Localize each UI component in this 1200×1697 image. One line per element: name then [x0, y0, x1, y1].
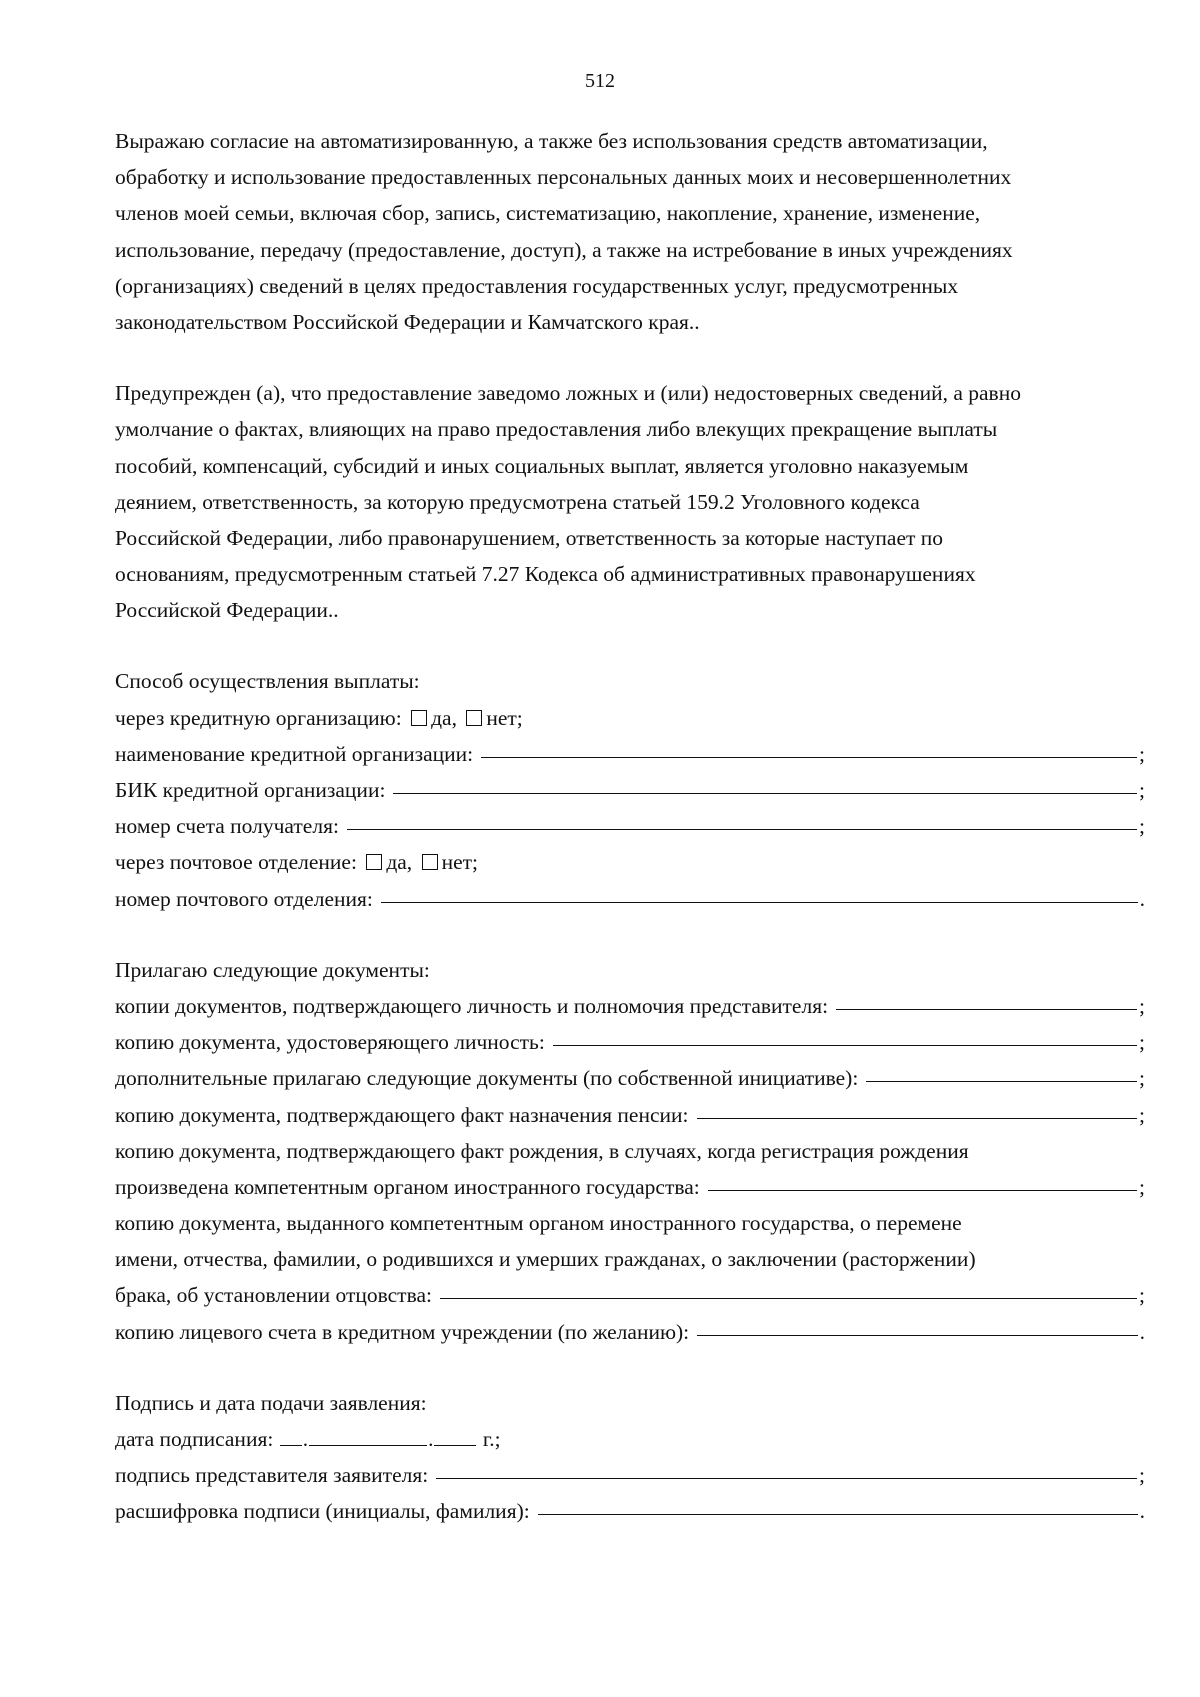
- id-doc-end: ;: [1139, 1030, 1145, 1055]
- bik-label: БИК кредитной организации:: [115, 778, 386, 802]
- warning-line: пособий, компенсаций, субсидий и иных социальных выплат, является уголовно наказуемым: [115, 453, 969, 478]
- post-number-label: номер почтового отделения:: [115, 886, 373, 911]
- warning-line: Предупрежден (а), что предоставление заведомо ложных и (или) недостоверных сведений, а равно: [115, 381, 1021, 406]
- post-number-field[interactable]: [381, 902, 1138, 903]
- birth-row: [115, 1169, 1145, 1205]
- bank-name-end: ;: [1139, 741, 1145, 766]
- account-copy-label: копию лицевого счета в кредитном учреждении (по желанию):: [115, 1319, 690, 1344]
- bik-field[interactable]: [393, 793, 1137, 794]
- warning-line: деянием, ответственность, за которую предусмотрена статьей 159.2 Уголовного кодекса: [115, 489, 920, 514]
- foreign-doc-label: брака, об установлении отцовства:: [115, 1283, 432, 1308]
- bik-row: [115, 772, 1145, 808]
- birth-line: копию документа, подтверждающего факт рождения, в случаях, когда регистрация рождения: [115, 1138, 969, 1163]
- post-number-row: [115, 881, 1145, 917]
- credit-org-yes-label: да,: [431, 705, 457, 730]
- date-separator: .: [302, 1427, 309, 1451]
- decode-label: расшифровка подписи (инициалы, фамилия):: [115, 1499, 530, 1524]
- additional-docs-end: ;: [1139, 1066, 1145, 1091]
- account-copy-end: .: [1139, 1319, 1145, 1344]
- additional-docs-row: [115, 1060, 1145, 1096]
- post-number-end: .: [1139, 886, 1145, 911]
- date-day-field[interactable]: [280, 1444, 302, 1446]
- rep-docs-row: [115, 988, 1145, 1024]
- rep-docs-field[interactable]: [836, 1009, 1137, 1010]
- warning-line: основаниям, предусмотренным статьей 7.27 Кодекса об административных правонарушениях: [115, 562, 976, 587]
- additional-docs-label: дополнительные прилагаю следующие документы (по собственной инициативе):: [115, 1066, 859, 1091]
- foreign-doc-row: [115, 1277, 1145, 1313]
- pension-end: ;: [1139, 1102, 1145, 1127]
- post-yes-label: да,: [386, 850, 413, 875]
- consent-line: обработку и использование предоставленных персональных данных моих и несовершеннолетних: [115, 165, 1012, 190]
- foreign-doc-end: ;: [1139, 1283, 1145, 1308]
- date-label: дата подписания:: [115, 1427, 274, 1451]
- consent-line: Выражаю согласие на автоматизированную, а также без использования средств автоматизации,: [115, 129, 988, 153]
- account-label: номер счета получателя:: [115, 814, 339, 839]
- post-yes-checkbox[interactable]: [366, 854, 382, 870]
- rep-docs-label: копии документов, подтверждающего личность и полномочия представителя:: [115, 993, 829, 1018]
- account-end: ;: [1139, 814, 1145, 839]
- consent-line: использование, передачу (предоставление, доступ), а также на истребование в иных учреждениях: [115, 237, 1013, 262]
- payment-section: [115, 663, 1145, 916]
- account-field[interactable]: [347, 829, 1137, 830]
- rep-sign-field[interactable]: [436, 1478, 1137, 1479]
- consent-paragraph: [115, 123, 1145, 340]
- bank-name-label: наименование кредитной организации:: [115, 741, 474, 766]
- pension-row: [115, 1097, 1145, 1133]
- documents-section: [115, 952, 1145, 1350]
- foreign-doc-line: копию документа, выданного компетентным органом иностранного государства, о перемене: [115, 1211, 962, 1236]
- page-number: 512: [585, 70, 615, 92]
- consent-line: (организациях) сведений в целях предоставления государственных услуг, предусмотренных: [115, 273, 959, 298]
- post-no-label: нет;: [441, 850, 478, 875]
- account-row: [115, 808, 1145, 844]
- warning-line: умолчание о фактах, влияющих на право предоставления либо влекущих прекращение выплаты: [115, 417, 998, 442]
- document-content: [115, 123, 1145, 1530]
- account-copy-row: [115, 1314, 1145, 1350]
- warning-line: Российской Федерации..: [115, 598, 339, 623]
- credit-org-no-checkbox[interactable]: [466, 710, 482, 726]
- birth-field[interactable]: [708, 1190, 1137, 1191]
- credit-org-yes-checkbox[interactable]: [411, 710, 427, 726]
- bank-name-field[interactable]: [481, 757, 1137, 758]
- rep-sign-label: подпись представителя заявителя:: [115, 1463, 429, 1488]
- signature-heading: Подпись и дата подачи заявления:: [115, 1390, 427, 1415]
- rep-docs-end: ;: [1139, 993, 1145, 1018]
- date-month-field[interactable]: [309, 1444, 427, 1446]
- credit-org-choice: [115, 700, 1145, 736]
- decode-row: [115, 1493, 1145, 1529]
- credit-org-no-label: нет;: [486, 705, 523, 730]
- documents-heading: Прилагаю следующие документы:: [115, 957, 430, 982]
- id-doc-row: [115, 1024, 1145, 1060]
- consent-line: членов моей семьи, включая сбор, запись, систематизацию, накопление, хранение, изменение,: [115, 201, 981, 226]
- id-doc-label: копию документа, удостоверяющего личность:: [115, 1030, 545, 1055]
- id-doc-field[interactable]: [553, 1045, 1137, 1046]
- post-no-checkbox[interactable]: [422, 854, 438, 870]
- payment-heading: Способ осуществления выплаты:: [115, 669, 420, 694]
- bank-name-row: [115, 736, 1145, 772]
- birth-label: произведена компетентным органом иностранного государства:: [115, 1174, 700, 1199]
- date-separator: .: [428, 1427, 434, 1451]
- foreign-doc-field[interactable]: [440, 1298, 1137, 1299]
- consent-line: законодательством Российской Федерации и Камчатского края..: [115, 309, 700, 334]
- bik-end: ;: [1139, 778, 1145, 802]
- pension-field[interactable]: [697, 1118, 1138, 1119]
- decode-field[interactable]: [538, 1514, 1138, 1515]
- rep-sign-end: ;: [1139, 1463, 1145, 1488]
- birth-end: ;: [1139, 1174, 1145, 1199]
- post-choice: [115, 844, 1145, 880]
- pension-label: копию документа, подтверждающего факт назначения пенсии:: [115, 1102, 689, 1127]
- additional-docs-field[interactable]: [866, 1081, 1137, 1082]
- decode-end: .: [1139, 1499, 1145, 1524]
- credit-org-label: через кредитную организацию:: [115, 705, 402, 730]
- rep-sign-row: [115, 1457, 1145, 1493]
- date-year-field[interactable]: [434, 1444, 476, 1446]
- account-copy-field[interactable]: [697, 1335, 1137, 1336]
- post-label: через почтовое отделение:: [115, 850, 357, 875]
- warning-line: Российской Федерации, либо правонарушением, ответственность за которые наступает по: [115, 525, 944, 550]
- warning-paragraph: [115, 375, 1145, 628]
- date-suffix: г.;: [482, 1427, 501, 1451]
- signature-section: [115, 1385, 1145, 1530]
- foreign-doc-line: имени, отчества, фамилии, о родившихся и умерших гражданах, о заключении (расторжении): [115, 1247, 976, 1272]
- date-row: [115, 1421, 1145, 1457]
